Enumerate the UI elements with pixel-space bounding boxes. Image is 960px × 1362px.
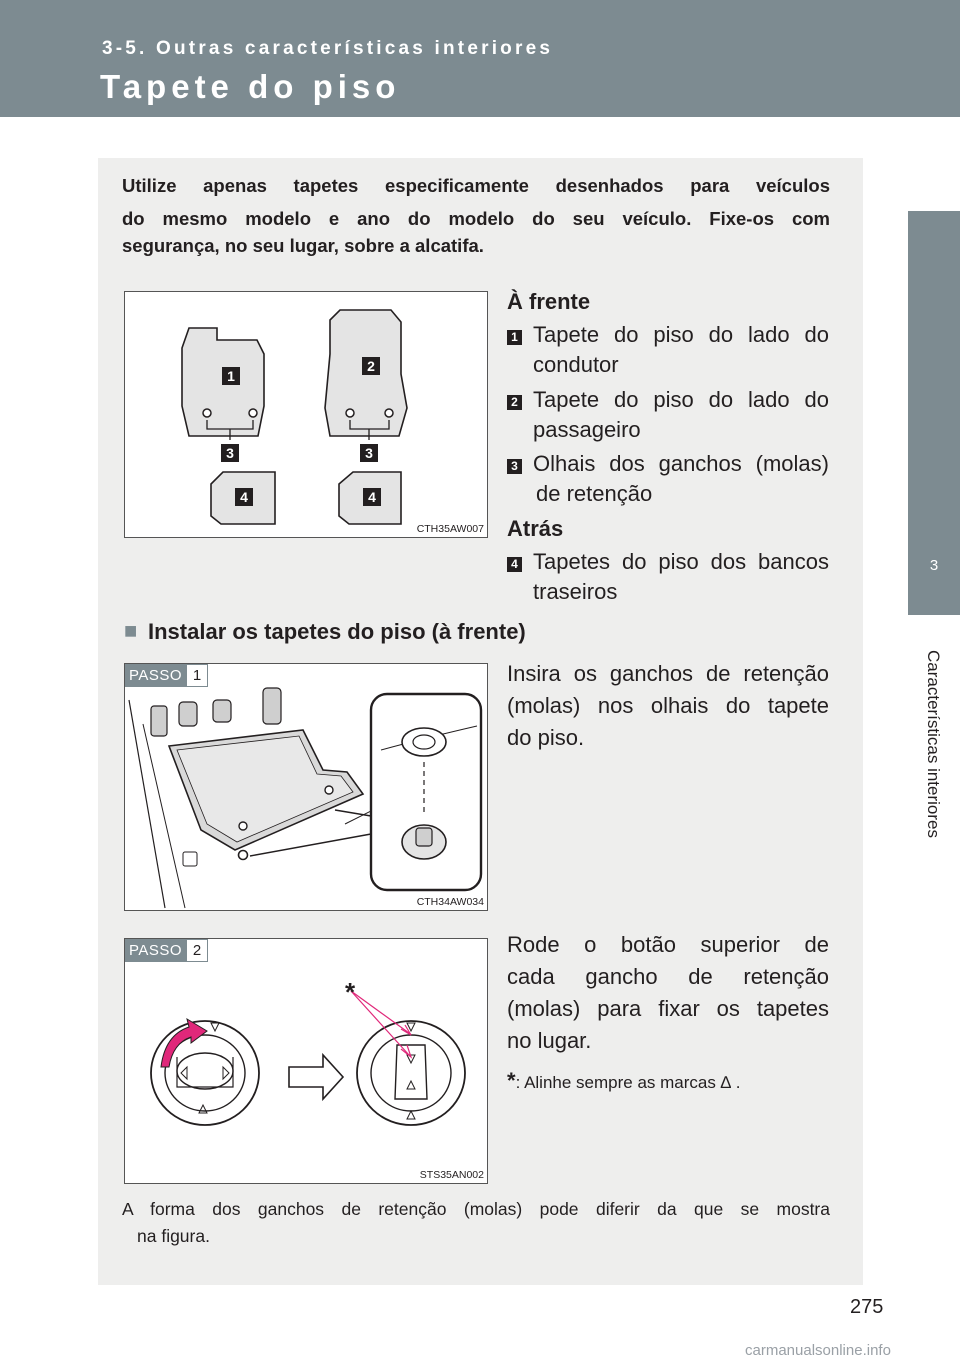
figure-code: CTH34AW034 (416, 896, 484, 908)
step-label: PASSO (125, 939, 186, 962)
legend-item-3-line2: de retenção (536, 481, 653, 506)
step-number: 1 (186, 664, 208, 687)
legend-item-4-line1: Tapetes do piso dos bancos (533, 549, 829, 574)
legend-item-2-line2: passageiro (533, 417, 641, 442)
legend-item-1-line1: Tapete do piso do lado do (533, 322, 829, 347)
figure-callout: 4 (240, 489, 248, 505)
figure-code: STS35AN002 (419, 1169, 484, 1181)
step2-badge (125, 939, 208, 962)
pedal-area-illustration (125, 664, 487, 910)
intro-line: do mesmo modelo e ano do modelo do seu veículo. Fixe-os com (122, 207, 830, 229)
legend-item-3-line1: Olhais dos ganchos (molas) (533, 451, 829, 476)
figure-code: CTH35AW007 (416, 523, 484, 535)
step-number: 2 (186, 939, 208, 962)
page-title: Tapete do piso (100, 68, 401, 105)
legend-item-1-line2: condutor (533, 352, 619, 377)
figure-callout: 3 (226, 445, 234, 461)
step1-badge (125, 664, 208, 687)
step1-figure (124, 663, 488, 911)
intro-line: Utilize apenas tapetes especificamente desenhados para veículos (122, 175, 830, 196)
legend-item-2-line1: Tapete do piso do lado do (533, 387, 829, 412)
callout-marker-1: 1 (507, 330, 522, 345)
figure-callout: 4 (368, 489, 376, 505)
page-number: 275 (850, 1296, 884, 1318)
step2-text-line4: no lugar. (507, 1028, 592, 1053)
section-title: 3-5. Outras características interiores (102, 38, 554, 59)
step2-text-line1: Rode o botão superior de (507, 932, 829, 957)
legend-item-4-line2: traseiros (533, 579, 618, 604)
clip-rotation-illustration (125, 939, 487, 1183)
callout-marker-4: 4 (507, 557, 522, 572)
step1-text-line3: do piso. (507, 725, 585, 750)
intro-line: segurança, no seu lugar, sobre a alcatifa. (122, 235, 484, 256)
install-bullet: ■ (124, 618, 138, 643)
floor-mats-illustration (125, 292, 487, 537)
figure-callout: 3 (365, 445, 373, 461)
note-star: * (507, 1068, 516, 1093)
step2-text-line3: (molas) para fixar os tapetes (507, 996, 829, 1021)
rear-heading: Atrás (507, 516, 564, 541)
step2-note (507, 1068, 740, 1094)
alignment-star: * (345, 977, 356, 1007)
intro-paragraph (122, 170, 830, 235)
chapter-tab[interactable] (908, 211, 960, 615)
floor-mats-figure (124, 291, 488, 538)
footnote-line2: na figura. (137, 1226, 210, 1246)
step1-text-line1: Insira os ganchos de retenção (507, 661, 829, 686)
step2-figure (124, 938, 488, 1184)
footnote-line1: A forma dos ganchos de retenção (molas) pode diferir da que se mostra (122, 1199, 830, 1219)
step2-text-line2: cada gancho de retenção (507, 964, 829, 989)
figure-callout: 1 (227, 368, 235, 384)
chapter-label-text: Características interiores (924, 649, 943, 839)
chapter-label (918, 628, 948, 860)
install-heading: Instalar os tapetes do piso (à frente) (148, 619, 526, 644)
front-heading: À frente (507, 289, 591, 314)
callout-marker-3: 3 (507, 459, 522, 474)
step1-text-line2: (molas) nos olhais do tapete (507, 693, 829, 718)
page-header (0, 0, 960, 117)
watermark: carmanualsonline.info (745, 1342, 891, 1359)
callout-marker-2: 2 (507, 395, 522, 410)
figure-callout: 2 (367, 358, 375, 374)
step-label: PASSO (125, 664, 186, 687)
chapter-number: 3 (929, 557, 939, 574)
note-text: : Alinhe sempre as marcas ∆ . (515, 1073, 741, 1092)
